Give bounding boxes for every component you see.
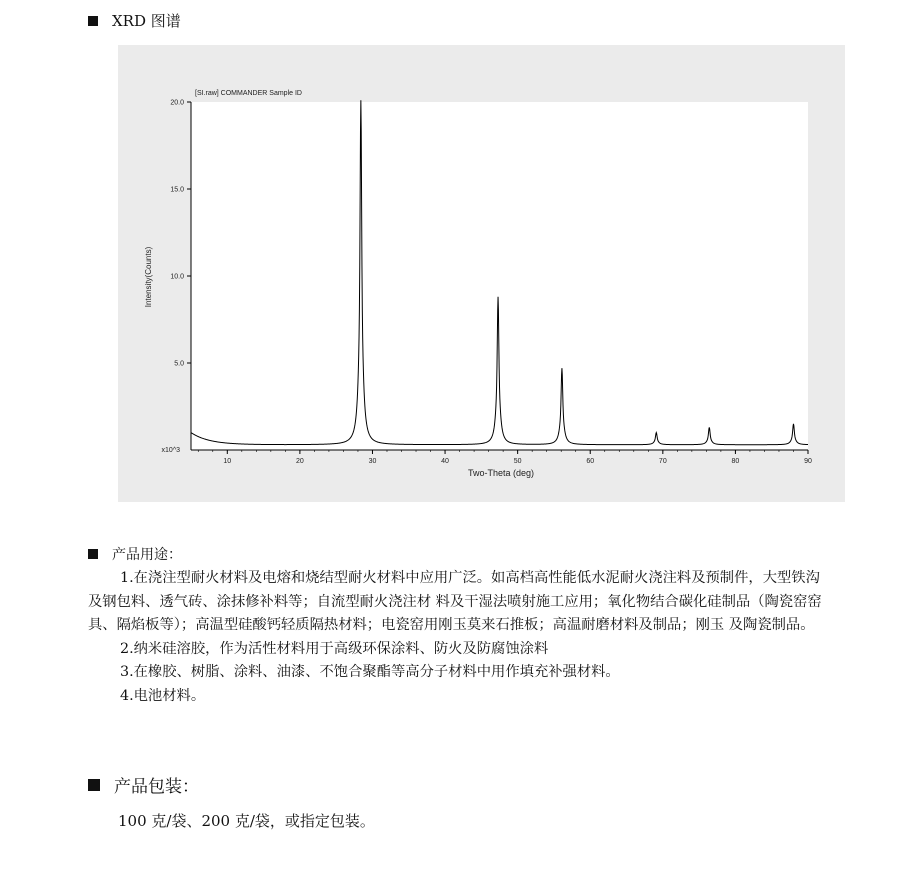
xrd-section-heading xyxy=(88,10,181,31)
x-tick-label: 10 xyxy=(223,458,232,465)
packaging-heading xyxy=(88,772,199,797)
xrd-chart xyxy=(118,45,845,502)
square-bullet-icon xyxy=(88,549,98,559)
y-tick-label: 5.0 xyxy=(174,360,184,368)
y-tick-label: 10.0 xyxy=(170,273,184,281)
usage-heading xyxy=(88,544,182,564)
chart-header: [SI.raw] COMMANDER Sample ID xyxy=(195,90,302,97)
y-ticks xyxy=(170,100,191,368)
y-tick-label: 15.0 xyxy=(170,186,184,194)
square-bullet-icon xyxy=(88,779,100,791)
x-tick-label: 50 xyxy=(513,458,522,465)
x-axis-label: Two-Theta (deg) xyxy=(467,468,535,478)
usage-heading-text: 产品用途： xyxy=(112,547,182,563)
x-ticks xyxy=(198,450,812,465)
x-tick-label: 30 xyxy=(368,458,377,465)
y-axis-label: Intensity(Counts) xyxy=(144,246,153,308)
x-tick-label: 70 xyxy=(658,458,667,465)
xrd-section-title: XRD 图谱 xyxy=(112,12,181,30)
usage-item-2: 2.纳米硅溶胶，作为活性材料用于高级环保涂料、防火及防腐蚀涂料 xyxy=(120,640,549,657)
x-tick-label: 60 xyxy=(586,458,595,465)
x-tick-label: 80 xyxy=(731,458,740,465)
y-multiplier-label: x10^3 xyxy=(161,447,180,454)
usage-item-4: 4.电池材料。 xyxy=(120,687,206,704)
usage-item-3: 3.在橡胶、树脂、涂料、油漆、不饱合聚酯等高分子材料中用作填充补强材料。 xyxy=(120,664,620,681)
x-tick-label: 20 xyxy=(295,458,304,465)
square-bullet-icon xyxy=(88,16,98,26)
usage-item-1: 1.在浇注型耐火材料及电熔和烧结型耐火材料中应用广泛。如高档高性能低水泥耐火浇注料及预制件，大型铁沟及钢包料、透气砖、涂抹修补料等；自流型耐火浇注材 料及干湿法喷射施工应用；氧化物结合碳化硅制品（陶瓷窑窑具、隔焰板等）；高温型硅酸钙轻质隔热材料；电瓷窑用刚玉莫来石推板；高温耐磨材料及制品；刚玉 及陶瓷制品。 xyxy=(88,570,822,634)
x-tick-label: 40 xyxy=(441,458,449,465)
packaging-text: 100 克/袋、200 克/袋，或指定包装。 xyxy=(118,812,375,830)
x-tick-label: 90 xyxy=(804,458,812,465)
xrd-chart-panel xyxy=(118,45,845,502)
usage-list xyxy=(88,567,828,709)
packaging-heading-text: 产品包装： xyxy=(114,777,199,797)
y-tick-label: 20.0 xyxy=(170,99,184,107)
